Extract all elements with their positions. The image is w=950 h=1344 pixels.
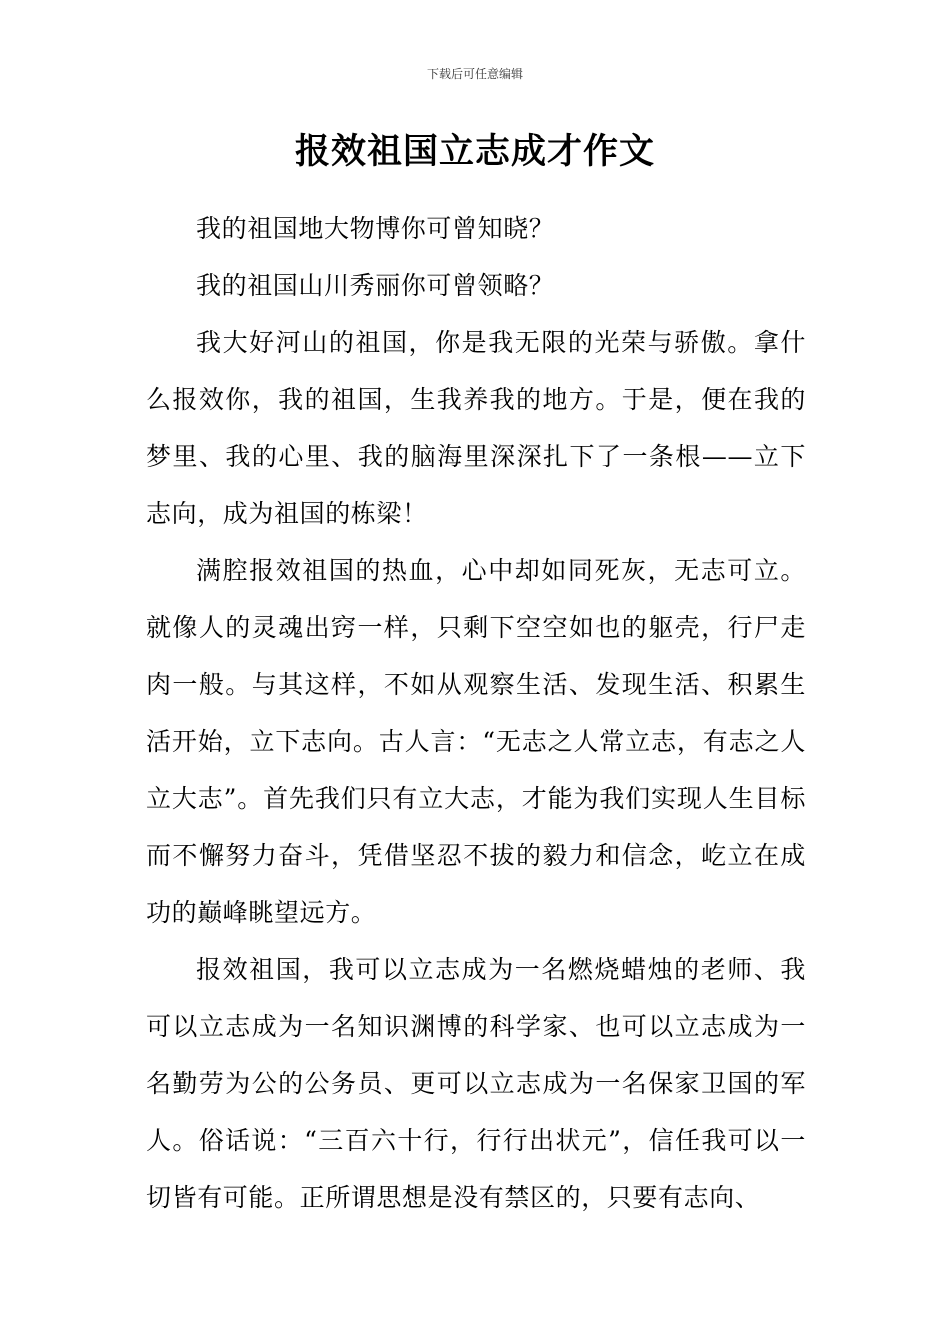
paragraph-4: 满腔报效祖国的热血，心中却如同死灰，无志可立。就像人的灵魂出窍一样，只剩下空空如也的躯壳，行尸走肉一般。与其这样，不如从观察生活、发现生活、积累生活开始，立下志向。古人言：“无志之人常立志，有志之人立大志”。首先我们只有立大志，才能为我们实现人生目标而不懈努力奋斗，凭借坚忍不拔的毅力和信念，屹立在成功的巅峰眺望远方。 — [146, 556, 806, 927]
paragraph-1: 我的祖国地大物博你可曾知晓？ — [196, 214, 555, 243]
document-title: 报效祖国立志成才作文 — [294, 132, 655, 172]
paragraph-3: 我大好河山的祖国，你是我无限的光荣与骄傲。拿什么报效你，我的祖国，生我养我的地方。于是，便在我的梦里、我的心里、我的脑海里深深扎下了一条根——立下志向，成为祖国的栋梁！ — [146, 328, 806, 528]
header-note: 下载后可任意编辑 — [426, 67, 523, 81]
document-body — [146, 200, 806, 1226]
paragraph-5: 报效祖国，我可以立志成为一名燃烧蜡烛的老师、我可以立志成为一名知识渊博的科学家、也可以立志成为一名勤劳为公的公务员、更可以立志成为一名保家卫国的军人。俗话说：“三百六十行，行行出状元”，信任我可以一切皆有可能。正所谓思想是没有禁区的，只要有志向、 — [146, 955, 806, 1212]
paragraph-2: 我的祖国山川秀丽你可曾领略？ — [196, 271, 555, 300]
